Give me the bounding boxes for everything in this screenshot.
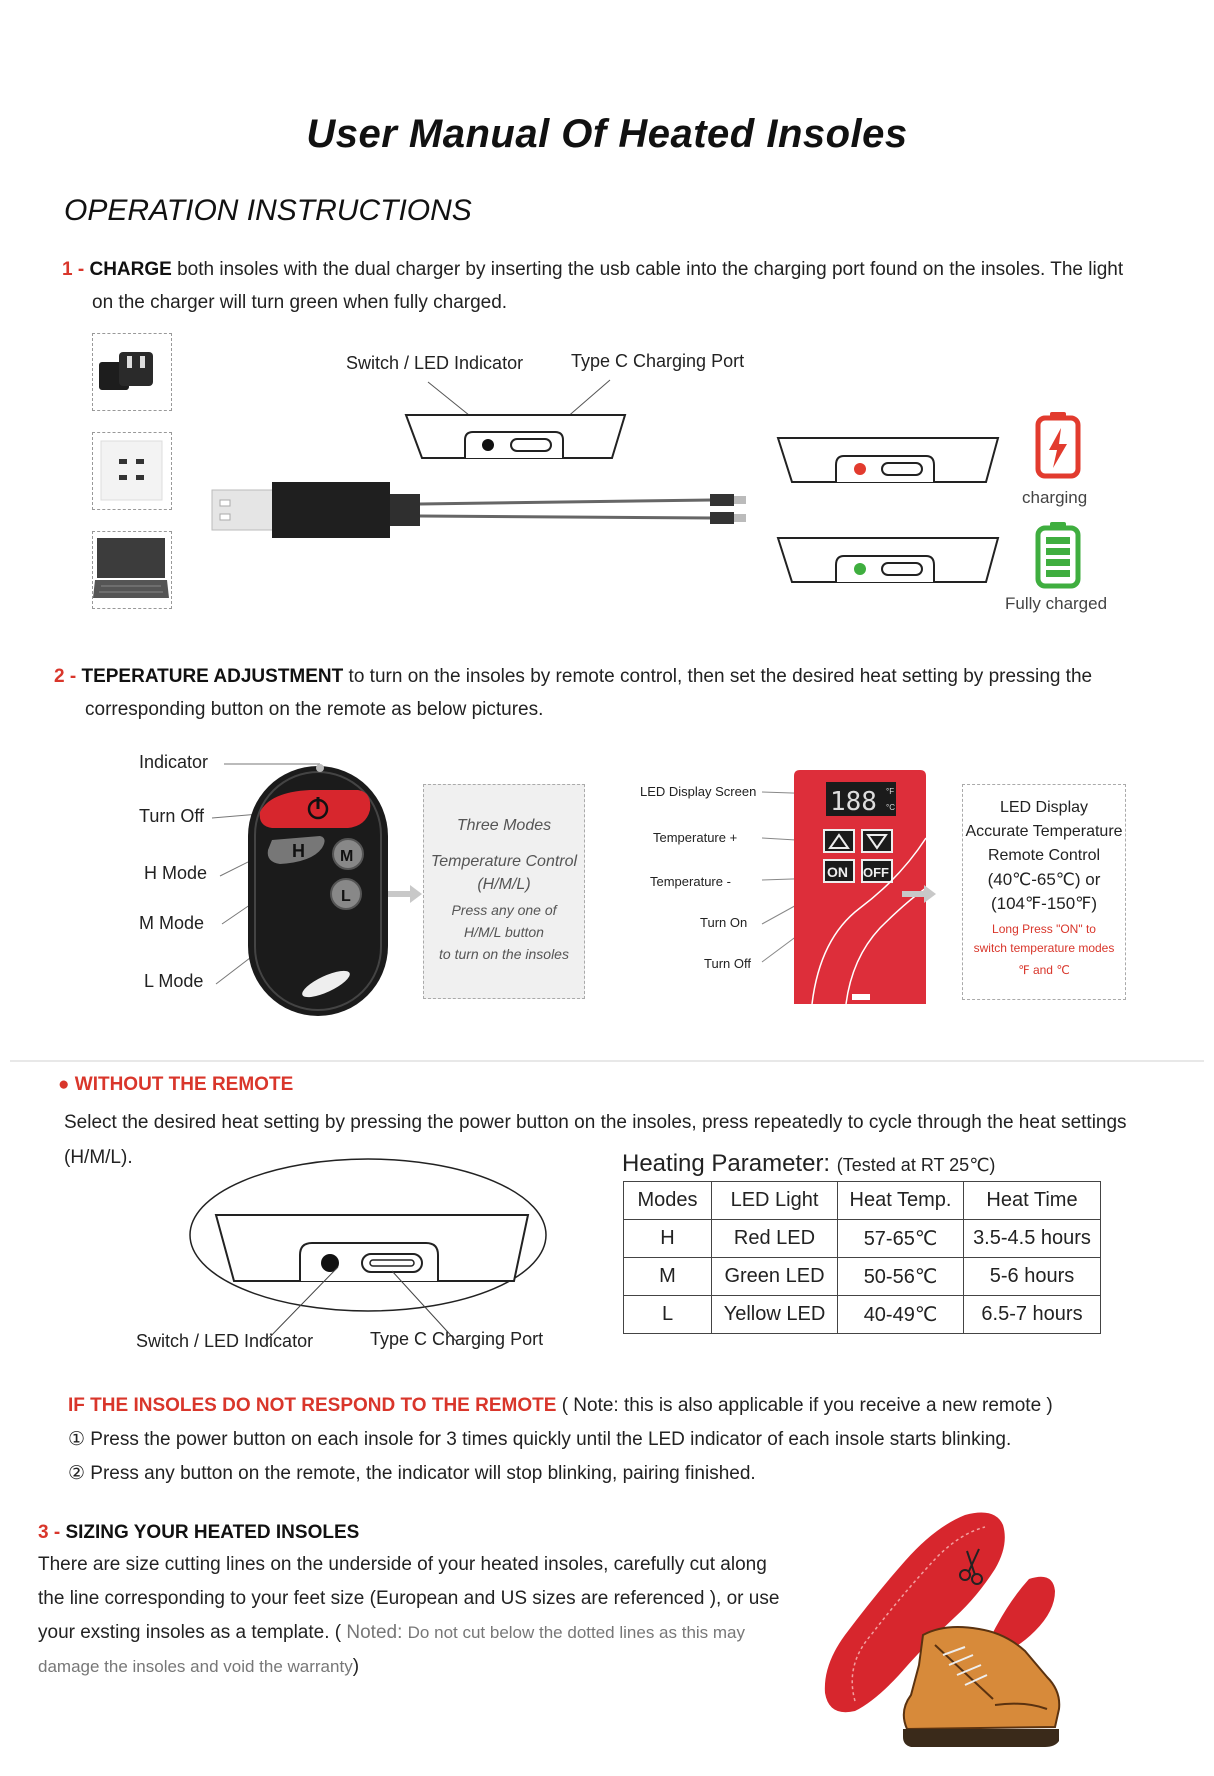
step1-text: [62, 253, 1162, 286]
table-header: Heat Temp.: [838, 1182, 964, 1220]
pairing-step2: ② Press any button on the remote, the indicator will stop blinking, pairing finished.: [68, 1463, 756, 1484]
charging-diagram: [200, 370, 1100, 610]
table-cell: Yellow LED: [712, 1296, 838, 1334]
heating-parameter-table: [623, 1181, 1101, 1334]
turn-on-label: Turn On: [700, 915, 748, 930]
remote-control-1: [210, 752, 400, 1020]
table-cell: 50-56℃: [838, 1258, 964, 1296]
on-button-label: ON: [827, 864, 848, 880]
h-mode-label: H Mode: [144, 863, 208, 883]
switch-led-label-2: Switch / LED Indicator: [136, 1331, 314, 1351]
without-remote-line1: Select the desired heat setting by pressing the power button on the insoles, press repeatedly to cycle through the heat settings: [64, 1112, 1127, 1133]
table-cell: 3.5-4.5 hours: [964, 1220, 1101, 1258]
step3-noted-text: Do not cut below the dotted lines as this may: [407, 1623, 746, 1642]
led-line3: Remote Control: [987, 847, 1101, 864]
led-line6: Long Press "ON" to: [992, 922, 1096, 936]
step1-line1: both insoles with the dual charger by inserting the usb cable into the charging port found on the insoles. The light: [177, 259, 1124, 280]
modes-line2: Temperature Control: [430, 853, 578, 870]
section-title: OPERATION INSTRUCTIONS: [64, 194, 472, 227]
table-cell: 40-49℃: [838, 1296, 964, 1334]
arrow-right-icon: [388, 885, 422, 903]
turn-off-label-2: Turn Off: [704, 956, 751, 971]
step2-line1: to turn on the insoles by remote control, then set the desired heat setting by pressing the: [348, 666, 1093, 687]
step1-heading: CHARGE: [89, 259, 172, 280]
pairing-step1: ① Press the power button on each insole for 3 times quickly until the LED indicator of each insole starts blinking.: [68, 1429, 1012, 1450]
table-cell: L: [624, 1296, 712, 1334]
pairing-note: ( Note: this is also applicable if you receive a new remote ): [561, 1395, 1053, 1416]
three-modes-box: [423, 784, 585, 999]
unit-f: °F: [886, 787, 895, 796]
type-c-port-label: Type C Charging Port: [571, 351, 745, 371]
step3-paren-close: ): [352, 1656, 360, 1677]
wall-adapter-image: [92, 333, 172, 411]
step3-number: 3 -: [38, 1522, 61, 1543]
table-cell: M: [624, 1258, 712, 1296]
battery-full-icon: [1035, 520, 1081, 590]
step2-line2: corresponding button on the remote as below pictures.: [85, 699, 544, 720]
step3-noted-label: Noted:: [346, 1622, 403, 1643]
table-row: [624, 1258, 1101, 1296]
m-button-label: M: [340, 848, 354, 865]
step3-line4: damage the insoles and void the warranty: [38, 1657, 353, 1676]
table-header: LED Light: [712, 1182, 838, 1220]
table-cell: Red LED: [712, 1220, 838, 1258]
without-remote-heading: ● WITHOUT THE REMOTE: [58, 1074, 294, 1095]
step2-text: [54, 660, 1174, 693]
indicator-label: Indicator: [139, 752, 209, 772]
modes-line4: Press any one of: [451, 902, 557, 918]
led-line7: switch temperature modes: [973, 941, 1115, 955]
modes-line5: H/M/L button: [464, 924, 544, 940]
temp-plus-label: Temperature +: [653, 830, 738, 845]
modes-line6: to turn on the insoles: [439, 946, 569, 962]
m-mode-label: M Mode: [139, 913, 205, 933]
step3-line3: your exsting insoles as a template.: [38, 1622, 330, 1643]
led-line1: LED Display: [999, 799, 1089, 816]
fully-charged-label: Fully charged: [1005, 594, 1108, 613]
table-cell: 6.5-7 hours: [964, 1296, 1101, 1334]
wall-socket-image: [92, 432, 172, 510]
step3-line4-wrap: [38, 1650, 359, 1683]
type-c-port-label-2: Type C Charging Port: [370, 1329, 544, 1349]
led-display-box: [962, 784, 1126, 1000]
led-screen-label: LED Display Screen: [640, 784, 757, 799]
step3-paren-open: (: [334, 1622, 342, 1643]
step2-heading: TEPERATURE ADJUSTMENT: [81, 666, 344, 687]
led-line5: (104℉-150℉): [990, 894, 1098, 913]
table-cell: 57-65℃: [838, 1220, 964, 1258]
temp-minus-label: Temperature -: [650, 874, 731, 889]
heating-parameter-note: (Tested at RT 25℃): [836, 1155, 996, 1175]
turn-off-label: Turn Off: [139, 806, 205, 826]
step3-line1: There are size cutting lines on the underside of your heated insoles, carefully cut along: [38, 1554, 767, 1575]
step1-number: 1 -: [62, 259, 85, 280]
table-cell: 5-6 hours: [964, 1258, 1101, 1296]
table-cell: Green LED: [712, 1258, 838, 1296]
led-display-digits: 188: [830, 787, 877, 817]
unit-c: °C: [886, 803, 895, 812]
led-line4: (40℃-65℃) or: [987, 870, 1101, 889]
table-cell: H: [624, 1220, 712, 1258]
section-divider: [10, 1060, 1204, 1062]
laptop-image: [92, 531, 172, 609]
step3-heading: SIZING YOUR HEATED INSOLES: [65, 1522, 360, 1543]
charging-label: charging: [1022, 488, 1088, 507]
arrow-right-icon-2: [902, 885, 936, 903]
heating-parameter-label: Heating Parameter:: [622, 1150, 831, 1177]
step1-line2: on the charger will turn green when fully charged.: [92, 292, 508, 313]
modes-line1: Three Modes: [456, 817, 552, 834]
without-remote-line2: (H/M/L).: [64, 1147, 133, 1168]
table-header: Heat Time: [964, 1182, 1101, 1220]
table-header-row: [624, 1182, 1101, 1220]
h-button-label: H: [292, 841, 305, 861]
modes-line3: (H/M/L): [477, 876, 531, 893]
pairing-heading-line: [68, 1389, 1188, 1422]
table-row: [624, 1296, 1101, 1334]
heating-parameter-title: [622, 1150, 995, 1178]
insole-boot-illustration: [815, 1505, 1085, 1750]
page-title: User Manual Of Heated Insoles: [306, 112, 908, 156]
pairing-heading: IF THE INSOLES DO NOT RESPOND TO THE REMOTE: [68, 1395, 557, 1416]
led-line2: Accurate Temperature: [965, 823, 1123, 840]
step3-line3-wrap: [38, 1616, 798, 1649]
insole-closeup-diagram: [180, 1155, 560, 1345]
switch-led-label: Switch / LED Indicator: [346, 353, 524, 373]
l-mode-label: L Mode: [144, 971, 204, 991]
table-header: Modes: [624, 1182, 712, 1220]
step3-line2: the line corresponding to your feet size (European and US sizes are referenced ), or use: [38, 1588, 780, 1609]
table-row: [624, 1220, 1101, 1258]
battery-charging-icon: [1035, 410, 1081, 480]
led-line8: ℉ and ℃: [1018, 963, 1070, 977]
step3-heading-line: [38, 1516, 359, 1549]
step2-number: 2 -: [54, 666, 77, 687]
l-button-label: L: [341, 888, 351, 905]
off-button-label: OFF: [863, 865, 889, 880]
